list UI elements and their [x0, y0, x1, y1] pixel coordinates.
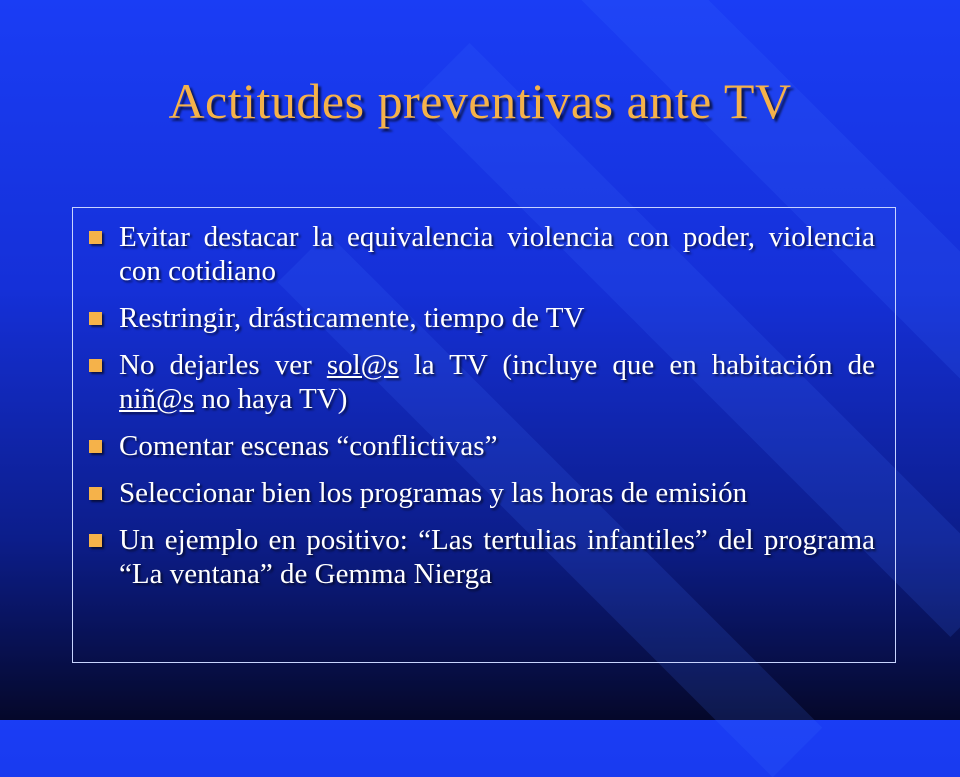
- slide-title: Actitudes preventivas ante TV: [168, 73, 792, 129]
- item-text-post: no haya TV): [194, 383, 348, 415]
- underlined-link[interactable]: niñ@s: [119, 383, 195, 415]
- list-item: [87, 348, 875, 416]
- square-bullet-icon: [89, 359, 102, 372]
- item-text: Restringir, drásticamente, tiempo de TV: [119, 302, 585, 334]
- list-item: [87, 301, 875, 335]
- square-bullet-icon: [89, 534, 102, 547]
- item-text: Un ejemplo en positivo: “Las tertulias infantiles” del programa “La ventana” de Gemma Nierga: [119, 524, 875, 590]
- content-box: [72, 207, 896, 663]
- bullet-list: [73, 208, 895, 591]
- item-text: Comentar escenas “conflictivas”: [119, 430, 498, 462]
- item-text: Seleccionar bien los programas y las horas de emisión: [119, 477, 748, 509]
- list-item: [87, 523, 875, 591]
- item-text-pre: No dejarles ver: [119, 349, 327, 381]
- square-bullet-icon: [89, 487, 102, 500]
- list-item: [87, 429, 875, 463]
- underlined-link[interactable]: sol@s: [326, 349, 399, 381]
- square-bullet-icon: [89, 231, 102, 244]
- item-text: Evitar destacar la equivalencia violencia con poder, violencia con cotidiano: [119, 221, 875, 287]
- square-bullet-icon: [89, 440, 102, 453]
- list-item: [87, 476, 875, 510]
- item-text-mid: la TV (incluye que en habitación de: [398, 349, 875, 381]
- list-item: [87, 220, 875, 288]
- square-bullet-icon: [89, 312, 102, 325]
